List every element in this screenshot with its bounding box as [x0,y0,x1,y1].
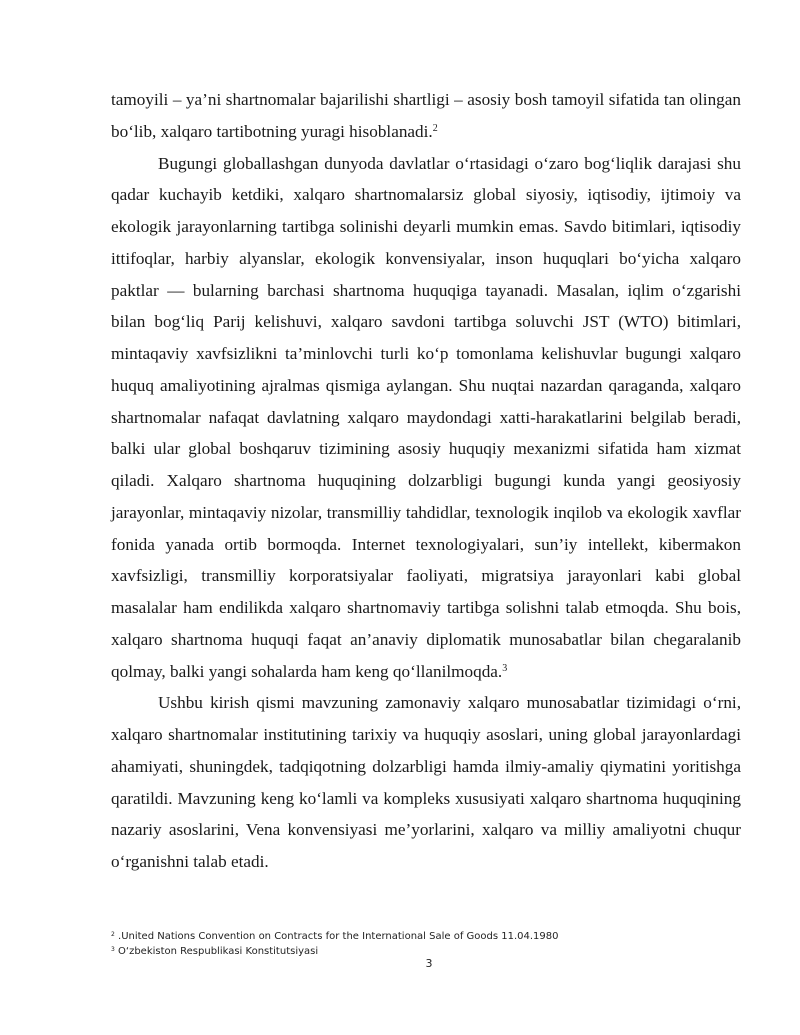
page-number: 3 [425,957,433,970]
footnotes [111,929,741,959]
footnote-text: .United Nations Convention on Contracts for the International Sale of Goods 11.04.1980 [118,931,559,942]
paragraph-3 [111,687,741,878]
paragraph-text: Bugungi globallashgan dunyoda davlatlar o‘rtasidagi o‘zaro bog‘liqlik darajasi shu qadar kuchayib ketdiki, xalqaro shartnomalarsiz global siyosiy, iqtisodiy, ijtimoiy va ekologik jarayonlarning tartibga solinishi deyarli mumkin emas. Savdo bitimlari, iqtisodiy ittifoqlar, harbiy alyanslar, ekologik konvensiyalar, inson huquqlari bo‘yicha xalqaro paktlar — bularning barchasi shartnoma huquqiga tayanadi. Masalan, iqlim o‘zgarishi bilan bog‘liq Parij kelishuvi, xalqaro savdoni tartibga soluvchi JST (WTO) bitimlari, mintaqaviy xavfsizlikni ta’minlovchi turli ko‘p tomonlama kelishuvlar bugungi xalqaro huquq amaliyotining ajralmas qismiga aylangan. Shu nuqtai nazardan qaraganda, xalqaro shartnomalar nafaqat davlatning xalqaro maydondagi xatti-harakatlarini belgilab beradi, balki ular global boshqaruv tizimining asosiy huquqiy mexanizmi sifatida ham xizmat qiladi. Xalqaro shartnoma huquqining dolzarbligi bugungi kunda yangi geosiyosiy jarayonlar, mintaqaviy nizolar, transmilliy tahdidlar, texnologik inqilob va ekologik xavflar fonida yanada ortib bormoqda. Internet texnologiyalari, sun’iy intellekt, kibermakon xavfsizligi, transmilliy korporatsiyalar faoliyati, migratsiya jarayonlari kabi global masalalar ham endilikda xalqaro shartnomaviy tartibga solishni talab etmoqda. Shu bois, xalqaro shartnoma huquqi faqat an’anaviy diplomatik munosabatlar bilan chegaralanib qolmay, balki yangi sohalarda ham keng qo‘llanilmoqda. [111,153,741,681]
paragraph-1 [111,84,741,148]
footnote-reference: 2 [432,122,438,134]
footnote-text: O‘zbekiston Respublikasi Konstitutsiyasi [118,946,319,957]
paragraph-2 [111,148,741,688]
body-text [111,84,741,878]
footnote-number: 2 [111,931,115,938]
footnote [111,929,741,944]
paragraph-text: tamoyili – ya’ni shartnomalar bajarilishi shartligi – asosiy bosh tamoyil sifatida tan olingan bo‘lib, xalqaro tartibotning yuragi hisoblanadi. [111,90,741,141]
paragraph-text: Ushbu kirish qismi mavzuning zamonaviy xalqaro munosabatlar tizimidagi o‘rni, xalqaro shartnomalar institutining tarixiy va huquqiy asoslari, uning global jarayonlardagi ahamiyati, shuningdek, tadqiqotning dolzarbligi hamda ilmiy-amaliy qiymatini yoritishga qaratildi. Mavzuning keng ko‘lamli va kompleks xususiyati xalqaro shartnoma huquqining nazariy asoslarini, Vena konvensiyasi me’yorlarini, xalqaro va milliy amaliyotni chuqur o‘rganishni talab etadi. [111,693,741,871]
footnote-number: 3 [111,946,115,953]
footnote-reference: 3 [502,662,508,674]
